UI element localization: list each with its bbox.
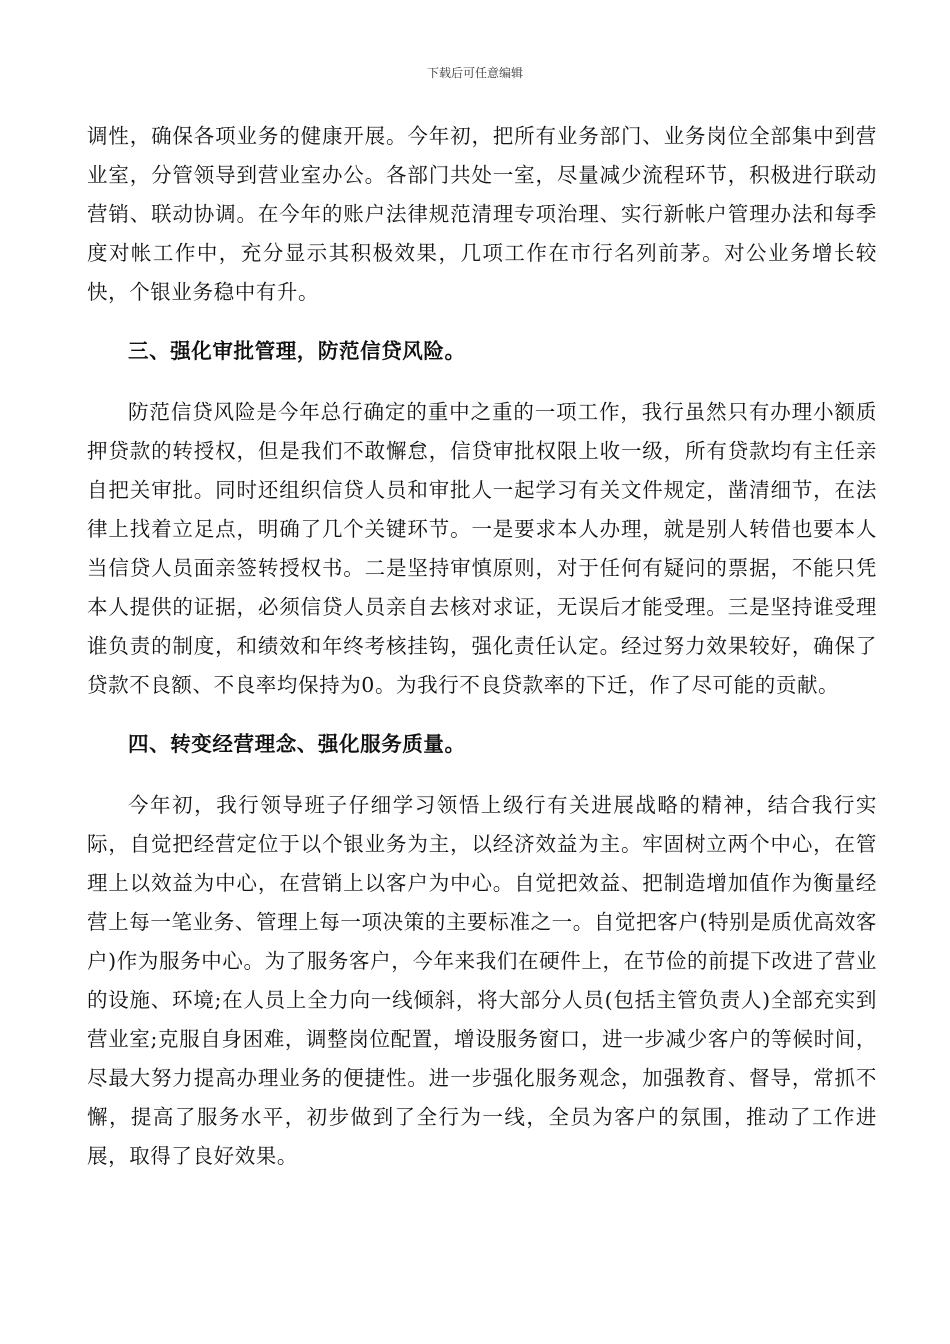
section-heading-3: 三、强化审批管理，防范信贷风险。 — [128, 339, 466, 363]
spacer — [87, 705, 877, 725]
paragraph-credit-risk: 防范信贷风险是今年总行确定的重中之重的一项工作，我行虽然只有办理小额质押贷款的转授权，但是我们不敢懈怠，信贷审批权限上收一级，所有贷款均有主任亲自把关审批。同时还组织信贷人员和审批人一起学习有关文件规定，凿清细节，在法律上找着立足点，明确了几个关键环节。一是要求本人办理，就是别人转借也要本人当信贷人员面亲签转授权书。二是坚持审慎原则，对于任何有疑问的票据，不能只凭本人提供的证据，必须信贷人员亲自去核对求证，无误后才能受理。三是坚持谁受理谁负责的制度，和绩效和年终考核挂钩，强化责任认定。经过努力效果较好，确保了贷款不良额、不良率均保持为0。为我行不良贷款率的下迁，作了尽可能的贡献。 — [87, 400, 877, 697]
paragraph-continuation: 调性，确保各项业务的健康开展。今年初，把所有业务部门、业务岗位全部集中到营业室，分管领导到营业室办公。各部门共处一室，尽量减少流程环节，积极进行联动营销、联动协调。在今年的账户法律规范清理专项治理、实行新帐户管理办法和每季度对帐工作中，充分显示其积极效果，几项工作在市行名列前茅。对公业务增长较快，个银业务稳中有升。 — [87, 124, 877, 304]
spacer — [87, 764, 877, 786]
spacer — [87, 312, 877, 332]
section-heading-4: 四、转变经营理念、强化服务质量。 — [128, 732, 466, 756]
paragraph-service-quality: 今年初，我行领导班子仔细学习领悟上级行有关进展战略的精神，结合我行实际，自觉把经营定位于以个银业务为主，以经济效益为主。牢固树立两个中心，在管理上以效益为中心，在营销上以客户为中心。自觉把效益、把制造增加值作为衡量经营上每一笔业务、管理上每一项决策的主要标准之一。自觉把客户(特别是质优高效客户)作为服务中心。为了服务客户，今年来我们在硬件上，在节俭的前提下改进了营业的设施、环境;在人员上全力向一线倾斜，将大部分人员(包括主管负责人)全部充实到营业室;克服自身困难，调整岗位配置，增设服务窗口，进一步减少客户的等候时间，尽最大努力提高办理业务的便捷性。进一步强化服务观念，加强教育、督导，常抓不懈，提高了服务水平，初步做到了全行为一线，全员为客户的氛围，推动了工作进展，取得了良好效果。 — [87, 793, 877, 1168]
spacer — [87, 371, 877, 393]
document-body — [87, 117, 877, 1176]
page-header-note: 下载后可任意编辑 — [426, 66, 523, 80]
